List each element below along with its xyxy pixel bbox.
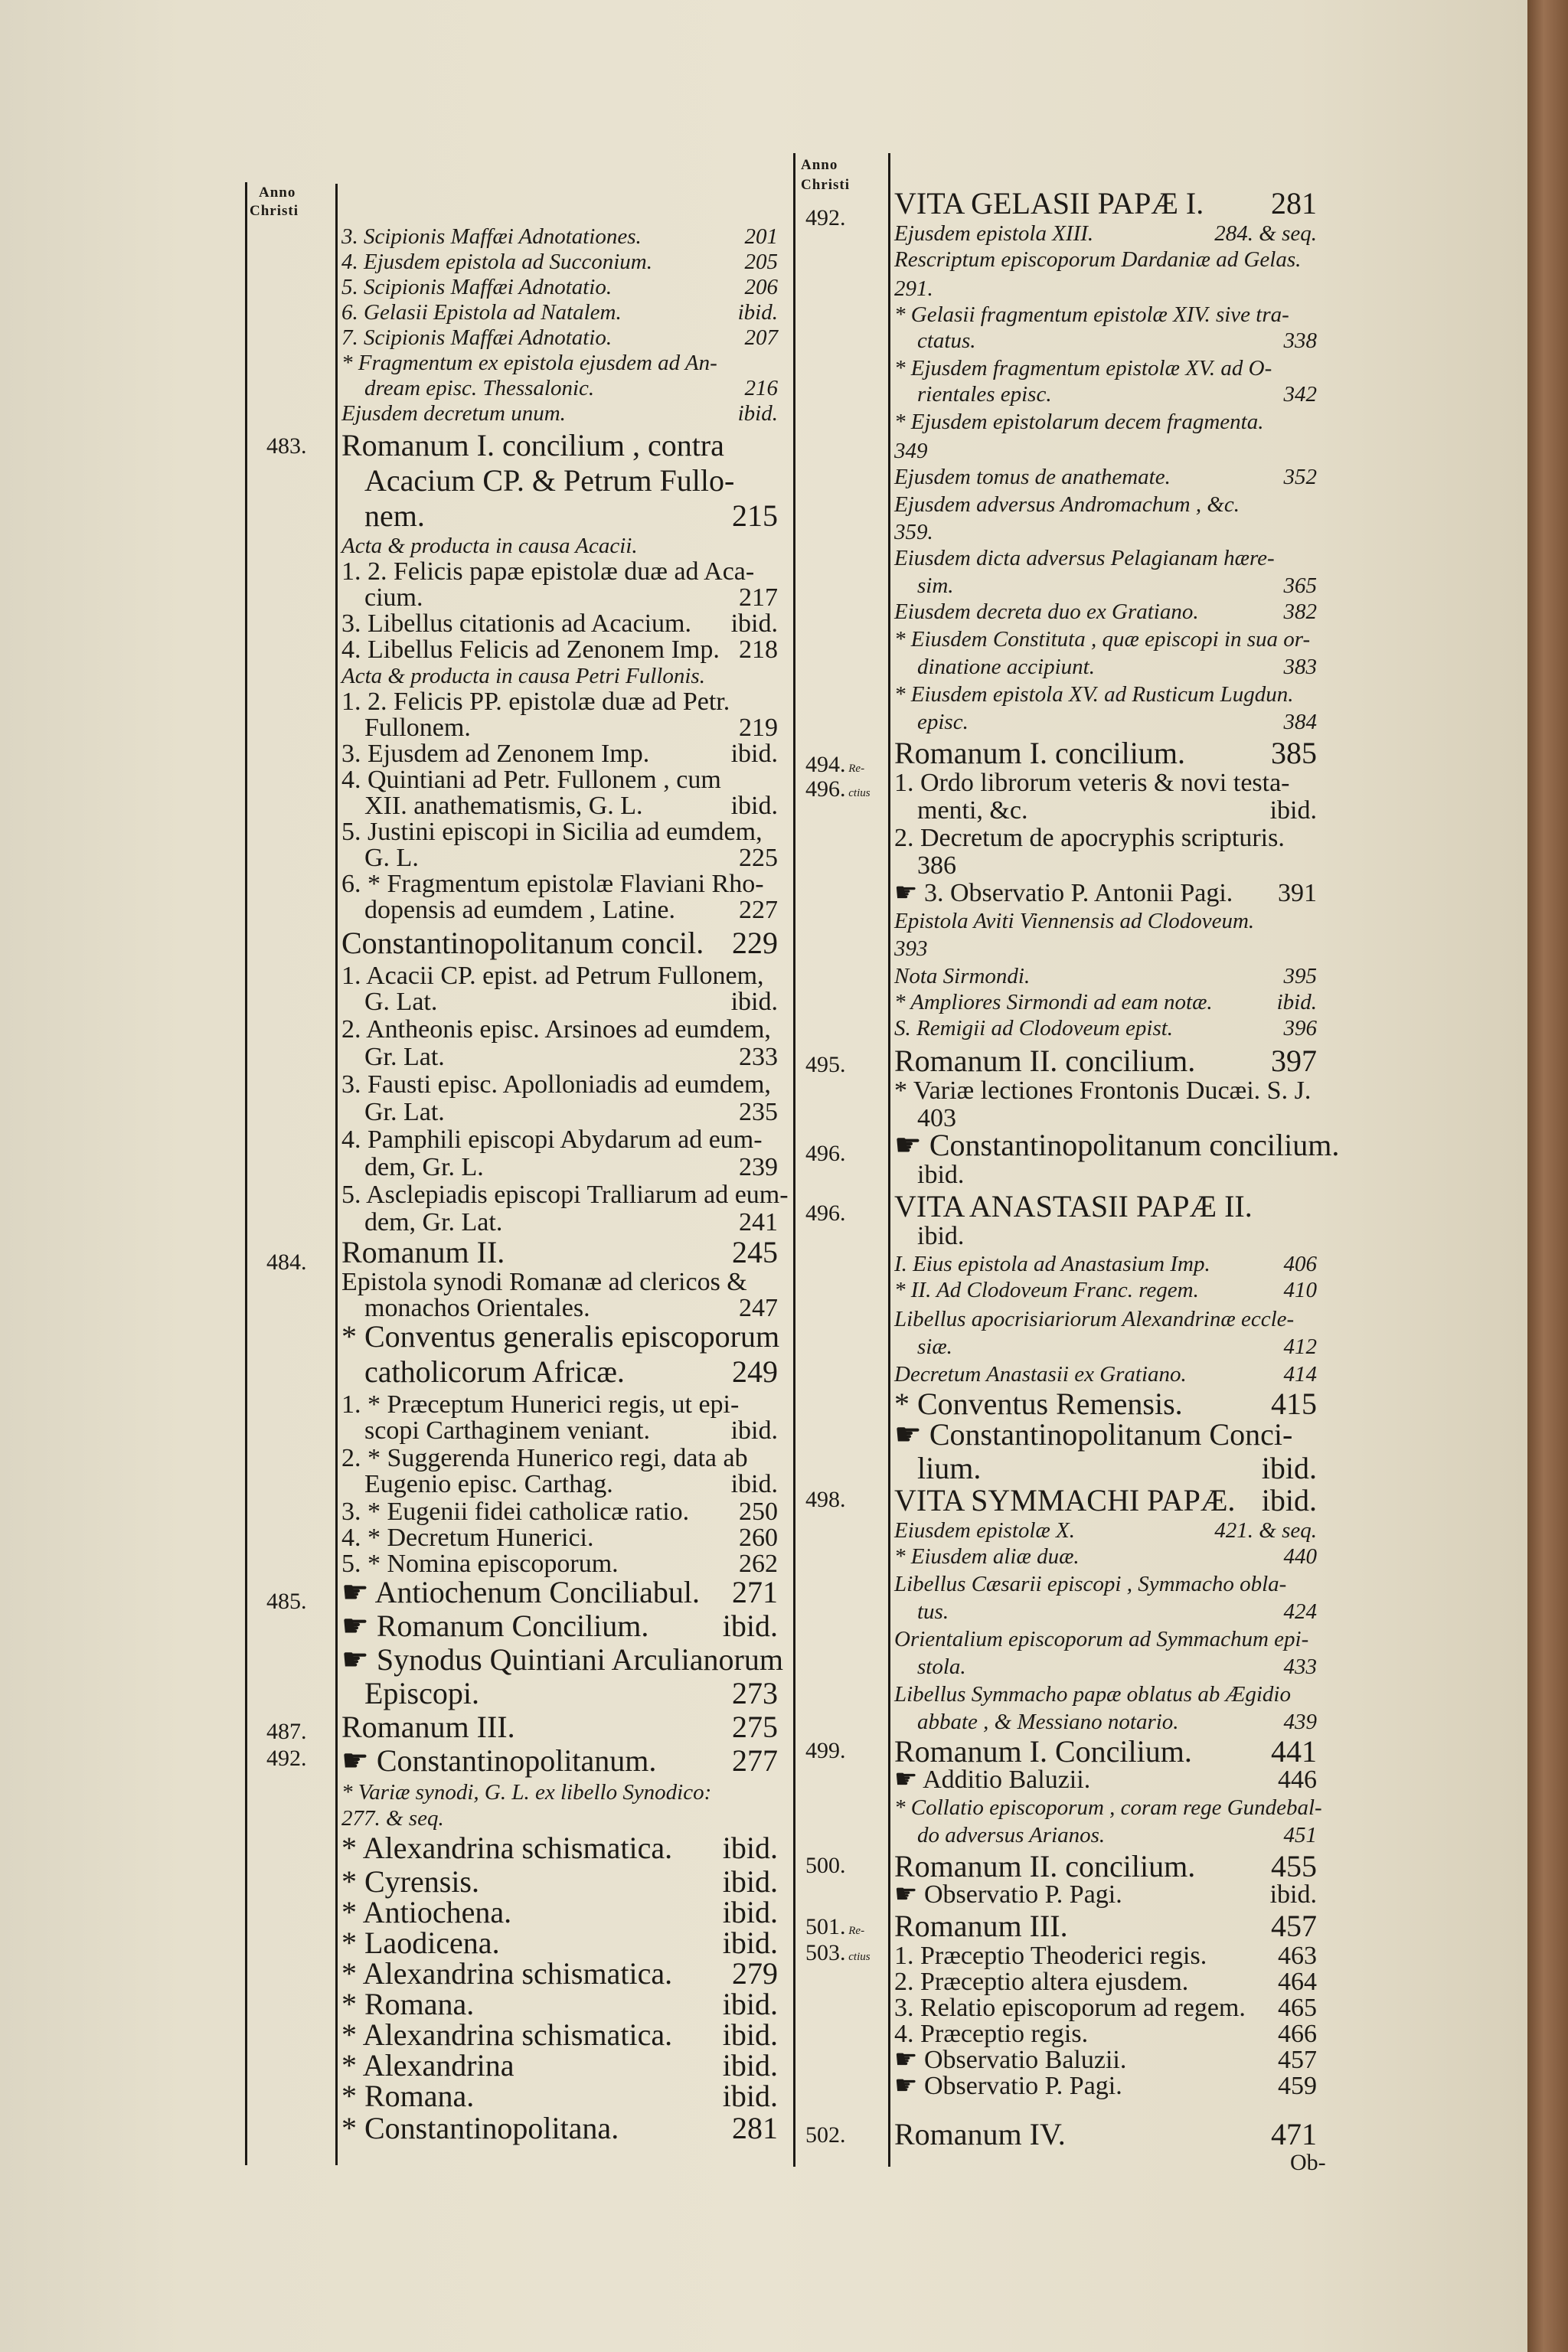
year-value: 485. <box>266 1589 307 1614</box>
right-year-column <box>789 0 887 2352</box>
entry-page-ref: ibid. <box>1261 1451 1317 1485</box>
entry-title: episc. <box>917 710 969 734</box>
entry-title: Fullonem. <box>364 714 471 742</box>
year-value: 495. <box>805 1052 846 1077</box>
year-label <box>266 1250 307 1276</box>
entry-title: Gr. Lat. <box>364 1098 445 1126</box>
entry-title: dem, Gr. Lat. <box>364 1208 503 1236</box>
entry-title: 393 <box>894 936 928 961</box>
entry-title: sim. <box>917 573 954 598</box>
entry-page-ref: 424 <box>1283 1599 1317 1624</box>
year-value: 494. <box>805 752 846 777</box>
entry-page-ref: 365 <box>1283 573 1317 598</box>
entry-page-ref: 440 <box>1283 1544 1317 1569</box>
left-year-column <box>253 0 333 2352</box>
year-note: ctius <box>845 1951 871 1963</box>
entry-page-ref: 338 <box>1283 328 1317 353</box>
entry-title: Rescriptum episcoporum Dardaniæ ad Gelas. <box>894 247 1302 272</box>
year-value: 502. <box>805 2122 846 2148</box>
entry-page-ref: 396 <box>1283 1016 1317 1040</box>
entry-title: stola. <box>917 1655 966 1679</box>
entry-page-ref: ibid. <box>722 2079 778 2113</box>
entry-title: * Ejusdem fragmentum epistolæ XV. ad O- <box>894 356 1272 381</box>
entry-page-ref: 206 <box>744 275 778 299</box>
entry-page-ref: ibid. <box>722 1864 778 1899</box>
entry-page-ref: ibid. <box>730 1470 778 1498</box>
entry-page-ref: 463 <box>1278 1942 1317 1970</box>
year-label <box>805 1487 846 1513</box>
year-label <box>805 1940 871 1970</box>
entry-page-ref: 433 <box>1283 1655 1317 1679</box>
entry-page-ref: 466 <box>1278 2020 1317 2048</box>
entry-title: ☛ Constantinopolitanum. <box>341 1743 657 1778</box>
entry-page-ref: ibid. <box>722 1609 778 1643</box>
entry-page-ref: 385 <box>1271 736 1317 770</box>
entry-title: ☛ Observatio P. Pagi. <box>894 1880 1122 1909</box>
entry-title: 6. * Fragmentum epistolæ Flaviani Rho- <box>341 870 764 898</box>
entry-title: monachos Orientales. <box>364 1294 590 1322</box>
entry-title: nem. <box>364 498 425 533</box>
entry-title: ☛ Romanum Concilium. <box>341 1609 649 1643</box>
entry-page-ref: 273 <box>732 1676 778 1710</box>
entry-title: Ejusdem decretum unum. <box>341 401 566 426</box>
entry-title: G. Lat. <box>364 988 438 1016</box>
entry-title: 403 <box>917 1104 956 1132</box>
entry-title: 349 <box>894 439 928 463</box>
entry-page-ref: 250 <box>739 1498 778 1526</box>
entry-page-ref: 464 <box>1278 1968 1317 1996</box>
entry-page-ref: ibid. <box>730 1416 778 1445</box>
year-label <box>805 1200 846 1227</box>
year-label <box>266 1589 307 1615</box>
entry-title: * Constantinopolitana. <box>341 2111 619 2145</box>
entry-title: Decretum Anastasii ex Gratiano. <box>894 1362 1187 1387</box>
year-label <box>805 776 871 806</box>
entry-page-ref: 446 <box>1278 1766 1317 1794</box>
entry-title: I. Eius epistola ad Anastasium Imp. <box>894 1252 1210 1276</box>
right-header-christi: Christi <box>801 177 850 193</box>
year-value: 498. <box>805 1487 846 1512</box>
entry-page-ref: ibid. <box>1261 1483 1317 1517</box>
entry-page-ref: 391 <box>1278 879 1317 907</box>
entry-title: Libellus apocrisiariorum Alexandrinæ eccle- <box>894 1307 1295 1331</box>
entry-title: 1. Acacii CP. epist. ad Petrum Fullonem, <box>341 962 764 990</box>
year-label <box>266 1719 307 1745</box>
entry-title: 1. * Præceptum Hunerici regis, ut epi- <box>341 1390 740 1419</box>
entry-page-ref: 382 <box>1283 599 1317 624</box>
year-label <box>805 1853 846 1879</box>
entry-title: Romanum III. <box>894 1909 1068 1943</box>
entry-page-ref: 233 <box>739 1043 778 1071</box>
entry-title: 5. Justini episcopi in Sicilia ad eumdem, <box>341 818 763 846</box>
year-label <box>266 1746 307 1772</box>
entry-title: 1. 2. Felicis papæ epistolæ duæ ad Aca- <box>341 557 755 586</box>
entry-title: dream episc. Thessalonic. <box>364 376 595 400</box>
year-value: 492. <box>805 205 846 230</box>
entry-page-ref: 397 <box>1271 1044 1317 1078</box>
entry-page-ref: ibid. <box>1269 1880 1317 1909</box>
entry-title: ☛ Observatio Baluzii. <box>894 2046 1127 2074</box>
year-label <box>266 433 307 459</box>
entry-title: 3. Relatio episcoporum ad regem. <box>894 1994 1246 2022</box>
entry-page-ref: 384 <box>1283 710 1317 734</box>
year-value: 496. <box>805 776 846 802</box>
entry-page-ref: 281 <box>732 2111 778 2145</box>
entry-title: Epistola Aviti Viennensis ad Clodoveum. <box>894 909 1255 933</box>
entry-title: 3. Ejusdem ad Zenonem Imp. <box>341 740 650 768</box>
entry-title: VITA GELASII PAPÆ I. <box>894 186 1204 220</box>
entry-page-ref: 219 <box>739 714 778 742</box>
entry-title: Romanum III. <box>341 1710 515 1744</box>
entry-title: dinatione accipiunt. <box>917 655 1095 679</box>
entry-title: 1. Præceptio Theoderici regis. <box>894 1942 1207 1970</box>
entry-page-ref: ibid. <box>730 609 778 638</box>
entry-title: 5. Asclepiadis episcopi Tralliarum ad eum- <box>341 1181 789 1209</box>
entry-title: Acta & producta in causa Acacii. <box>341 534 638 558</box>
entry-title: cium. <box>364 583 423 612</box>
entry-title: 5. Scipionis Maffæi Adnotatio. <box>341 275 612 299</box>
entry-title: 3. * Eugenii fidei catholicæ ratio. <box>341 1498 690 1526</box>
entry-title: abbate , & Messiano notario. <box>917 1710 1179 1734</box>
entry-title: * Conventus Remensis. <box>894 1387 1183 1421</box>
year-value: 484. <box>266 1250 307 1275</box>
entry-title: * Cyrensis. <box>341 1864 479 1899</box>
entry-title: scopi Carthaginem veniant. <box>364 1416 650 1445</box>
year-label <box>805 1141 846 1167</box>
entry-page-ref: 241 <box>739 1208 778 1236</box>
entry-title: * Antiochena. <box>341 1895 512 1929</box>
year-value: 501. <box>805 1914 846 1939</box>
entry-title: catholicorum Africæ. <box>364 1354 625 1389</box>
entry-title: 4. Libellus Felicis ad Zenonem Imp. <box>341 635 720 664</box>
entry-page-ref: 455 <box>1271 1849 1317 1883</box>
entry-title: 6. Gelasii Epistola ad Natalem. <box>341 300 622 325</box>
entry-page-ref: 235 <box>739 1098 778 1126</box>
entry-title: * Variæ lectiones Frontonis Ducæi. S. J. <box>894 1076 1312 1105</box>
entry-page-ref: ibid. <box>722 1831 778 1865</box>
catchword: Ob- <box>1290 2150 1326 2175</box>
entry-title: Eugenio episc. Carthag. <box>364 1470 613 1498</box>
entry-title: Romanum II. concilium. <box>894 1849 1196 1883</box>
left-header-anno: Anno <box>259 185 296 201</box>
entry-page-ref: 465 <box>1278 1994 1317 2022</box>
entry-page-ref: 342 <box>1283 382 1317 407</box>
entry-title: 4. Præceptio regis. <box>894 2020 1089 2048</box>
entry-title: VITA SYMMACHI PAPÆ. <box>894 1483 1236 1517</box>
year-note: ctius <box>845 787 871 799</box>
year-value: 503. <box>805 1940 846 1965</box>
entry-title: ☛ Additio Baluzii. <box>894 1766 1091 1794</box>
entry-title: * Eiusdem epistola XV. ad Rusticum Lugdun. <box>894 682 1294 707</box>
entry-page-ref: ibid. <box>722 1987 778 2021</box>
entry-title: Romanum IV. <box>894 2117 1066 2151</box>
entry-page-ref: 245 <box>732 1235 778 1269</box>
entry-title: 4. * Decretum Hunerici. <box>341 1524 594 1552</box>
entry-page-ref: 217 <box>739 583 778 612</box>
entry-page-ref: 451 <box>1283 1823 1317 1847</box>
entry-title: ☛ Antiochenum Conciliabul. <box>341 1575 701 1609</box>
entry-title: do adversus Arianos. <box>917 1823 1106 1847</box>
entry-page-ref: 457 <box>1271 1909 1317 1943</box>
entry-page-ref: 395 <box>1283 964 1317 988</box>
entry-page-ref: 275 <box>732 1710 778 1744</box>
entry-title: Libellus Cæsarii episcopi , Symmacho obla- <box>894 1572 1287 1596</box>
entry-title: 3. Fausti episc. Apolloniadis ad eumdem, <box>341 1070 771 1099</box>
right-inner-rule <box>888 153 890 2167</box>
entry-title: 359. <box>894 520 933 544</box>
entry-title: Nota Sirmondi. <box>894 964 1031 988</box>
entry-title: Epistola synodi Romanæ ad clericos & <box>341 1268 747 1296</box>
entry-title: Ejusdem adversus Andromachum , &c. <box>894 492 1240 517</box>
entry-title: Romanum II. concilium. <box>894 1044 1196 1078</box>
entry-page-ref: ibid. <box>737 300 778 325</box>
entry-page-ref: 201 <box>744 224 778 249</box>
entry-page-ref: ibid. <box>722 1926 778 1960</box>
entry-title: G. L. <box>364 844 419 872</box>
entry-page-ref: 441 <box>1271 1734 1317 1769</box>
entry-page-ref: ibid. <box>722 1895 778 1929</box>
entry-title: * Ejusdem epistolarum decem fragmenta. <box>894 410 1264 434</box>
year-note: Re- <box>845 1925 865 1937</box>
entry-title: Romanum I. concilium. <box>894 736 1185 770</box>
entry-title: * Alexandrina schismatica. <box>341 1956 673 1991</box>
right-index-column <box>894 0 1340 2352</box>
entry-title: * Laodicena. <box>341 1926 500 1960</box>
entry-page-ref: 216 <box>744 376 778 400</box>
entry-page-ref: 352 <box>1283 465 1317 489</box>
entry-title: tus. <box>917 1599 949 1624</box>
entry-page-ref: 410 <box>1283 1278 1317 1302</box>
entry-title: Gr. Lat. <box>364 1043 445 1071</box>
entry-page-ref: 262 <box>739 1550 778 1578</box>
entry-page-ref: 415 <box>1271 1387 1317 1421</box>
entry-title: Eiusdem dicta adversus Pelagianam hære- <box>894 546 1275 570</box>
entry-page-ref: ibid. <box>1276 990 1317 1014</box>
entry-page-ref: 471 <box>1271 2117 1317 2151</box>
entry-title: 2. Antheonis episc. Arsinoes ad eumdem, <box>341 1015 771 1044</box>
entry-title: 7. Scipionis Maffæi Adnotatio. <box>341 325 612 350</box>
left-inner-rule <box>335 184 338 2165</box>
entry-title: menti, &c. <box>917 796 1028 825</box>
entry-title: * Romana. <box>341 2079 475 2113</box>
entry-title: * Conventus generalis episcoporum <box>341 1319 780 1354</box>
year-value: 483. <box>266 433 307 459</box>
entry-title: dopensis ad eumdem , Latine. <box>364 896 676 924</box>
left-header-christi: Christi <box>250 203 299 219</box>
entry-title: ☛ 3. Observatio P. Antonii Pagi. <box>894 879 1233 907</box>
entry-title: * Alexandrina schismatica. <box>341 2017 673 2052</box>
entry-title: Ejusdem epistola XIII. <box>894 221 1094 246</box>
entry-title: * Romana. <box>341 1987 475 2021</box>
left-outer-rule <box>245 182 247 2165</box>
entry-page-ref: ibid. <box>737 401 778 426</box>
entry-title: Romanum I. Concilium. <box>894 1734 1192 1769</box>
entry-page-ref: 406 <box>1283 1252 1317 1276</box>
entry-title: dem, Gr. L. <box>364 1153 484 1181</box>
entry-title: 2. Decretum de apocryphis scripturis. <box>894 824 1285 852</box>
year-note: Re- <box>845 763 865 775</box>
entry-page-ref: 227 <box>739 896 778 924</box>
entry-title: * Fragmentum ex epistola ejusdem ad An- <box>341 351 717 375</box>
entry-title: * Collatio episcoporum , coram rege Gundebal- <box>894 1795 1322 1820</box>
entry-page-ref: 207 <box>744 325 778 350</box>
entry-title: S. Remigii ad Clodoveum epist. <box>894 1016 1174 1040</box>
entry-title: Episcopi. <box>364 1676 479 1710</box>
entry-title: Libellus Symmacho papæ oblatus ab Ægidio <box>894 1682 1291 1707</box>
year-label <box>805 2122 846 2148</box>
entry-title: 4. Quintiani ad Petr. Fullonem , cum <box>341 766 721 794</box>
entry-page-ref: 260 <box>739 1524 778 1552</box>
entry-title: siæ. <box>917 1334 952 1359</box>
entry-page-ref: 412 <box>1283 1334 1317 1359</box>
entry-title: 5. * Nomina episcoporum. <box>341 1550 619 1578</box>
year-value: 500. <box>805 1853 846 1878</box>
entry-title: * Alexandrina <box>341 2048 514 2082</box>
entry-title: * Gelasii fragmentum epistolæ XIV. sive tra- <box>894 302 1289 327</box>
entry-page-ref: 218 <box>739 635 778 664</box>
entry-title: * Ampliores Sirmondi ad eam notæ. <box>894 990 1213 1014</box>
entry-page-ref: 249 <box>732 1354 778 1389</box>
entry-page-ref: ibid. <box>722 2048 778 2082</box>
entry-title: VITA ANASTASII PAPÆ II. <box>894 1189 1253 1223</box>
entry-title: 386 <box>917 851 956 880</box>
book-edge <box>1527 0 1568 2352</box>
year-value: 492. <box>266 1746 307 1771</box>
entry-title: 277. & seq. <box>341 1806 444 1831</box>
entry-title: ibid. <box>917 1222 965 1250</box>
entry-page-ref: 239 <box>739 1153 778 1181</box>
entry-title: Eiusdem decreta duo ex Gratiano. <box>894 599 1199 624</box>
entry-page-ref: ibid. <box>1269 796 1317 825</box>
entry-title: 3. Scipionis Maffæi Adnotationes. <box>341 224 642 249</box>
entry-title: ☛ Constantinopolitanum concilium. <box>894 1128 1340 1162</box>
year-value: 499. <box>805 1738 846 1763</box>
entry-page-ref: 279 <box>732 1956 778 1991</box>
year-label <box>805 1052 846 1078</box>
year-value: 496. <box>805 1200 846 1226</box>
entry-title: Orientalium episcoporum ad Symmachum epi- <box>894 1627 1309 1651</box>
entry-title: ☛ Constantinopolitanum Conci- <box>894 1417 1293 1452</box>
year-value: 487. <box>266 1719 307 1744</box>
entry-page-ref: 414 <box>1283 1362 1317 1387</box>
entry-title: 1. 2. Felicis PP. epistolæ duæ ad Petr. <box>341 688 730 716</box>
entry-title: Constantinopolitanum concil. <box>341 926 704 960</box>
entry-title: Eiusdem epistolæ X. <box>894 1518 1076 1543</box>
entry-page-ref: 215 <box>732 498 778 533</box>
entry-title: 1. Ordo librorum veteris & novi testa- <box>894 769 1290 797</box>
entry-title: Ejusdem tomus de anathemate. <box>894 465 1171 489</box>
entry-page-ref: 281 <box>1271 186 1317 220</box>
entry-title: XII. anathematismis, G. L. <box>364 792 643 820</box>
entry-page-ref: 205 <box>744 250 778 274</box>
entry-title: Romanum II. <box>341 1235 505 1269</box>
entry-title: 3. Libellus citationis ad Acacium. <box>341 609 692 638</box>
entry-title: 2. Præceptio altera ejusdem. <box>894 1968 1189 1996</box>
year-label <box>805 205 846 231</box>
entry-title: 2. * Suggerenda Hunerico regi, data ab <box>341 1444 748 1472</box>
entry-page-ref: ibid. <box>730 988 778 1016</box>
entry-title: ☛ Synodus Quintiani Arculianorum <box>341 1642 783 1677</box>
left-index-column <box>341 0 789 2352</box>
entry-title: Acacium CP. & Petrum Fullo- <box>364 463 735 498</box>
entry-title: * Eiusdem Constituta , quæ episcopi in sua or- <box>894 627 1311 652</box>
entry-title: 291. <box>894 276 933 301</box>
right-header-anno: Anno <box>801 157 838 173</box>
entry-page-ref: 229 <box>732 926 778 960</box>
entry-page-ref: 457 <box>1278 2046 1317 2074</box>
entry-page-ref: ibid. <box>730 792 778 820</box>
entry-title: Acta & producta in causa Petri Fullonis. <box>341 664 705 688</box>
entry-title: ibid. <box>917 1161 965 1189</box>
entry-title: * Variæ synodi, G. L. ex libello Synodico: <box>341 1780 712 1805</box>
entry-page-ref: 271 <box>732 1575 778 1609</box>
entry-page-ref: 383 <box>1283 655 1317 679</box>
entry-page-ref: 277 <box>732 1743 778 1778</box>
entry-title: * II. Ad Clodoveum Franc. regem. <box>894 1278 1199 1302</box>
year-label <box>805 1738 846 1764</box>
entry-page-ref: 459 <box>1278 2072 1317 2100</box>
entry-title: rientales episc. <box>917 382 1052 407</box>
entry-page-ref: 247 <box>739 1294 778 1322</box>
entry-page-ref: ibid. <box>730 740 778 768</box>
entry-title: ☛ Observatio P. Pagi. <box>894 2072 1122 2100</box>
entry-title: 4. Pamphili episcopi Abydarum ad eum- <box>341 1125 763 1154</box>
entry-page-ref: 225 <box>739 844 778 872</box>
entry-page-ref: 284. & seq. <box>1214 221 1317 246</box>
entry-title: * Alexandrina schismatica. <box>341 1831 673 1865</box>
entry-title: * Eiusdem aliæ duæ. <box>894 1544 1080 1569</box>
entry-title: 4. Ejusdem epistola ad Succonium. <box>341 250 652 274</box>
year-value: 496. <box>805 1141 846 1166</box>
entry-page-ref: ibid. <box>722 2017 778 2052</box>
entry-title: Romanum I. concilium , contra <box>341 428 724 462</box>
entry-title: lium. <box>917 1451 982 1485</box>
entry-title: ctatus. <box>917 328 976 353</box>
entry-page-ref: 439 <box>1283 1710 1317 1734</box>
entry-page-ref: 421. & seq. <box>1214 1518 1317 1543</box>
